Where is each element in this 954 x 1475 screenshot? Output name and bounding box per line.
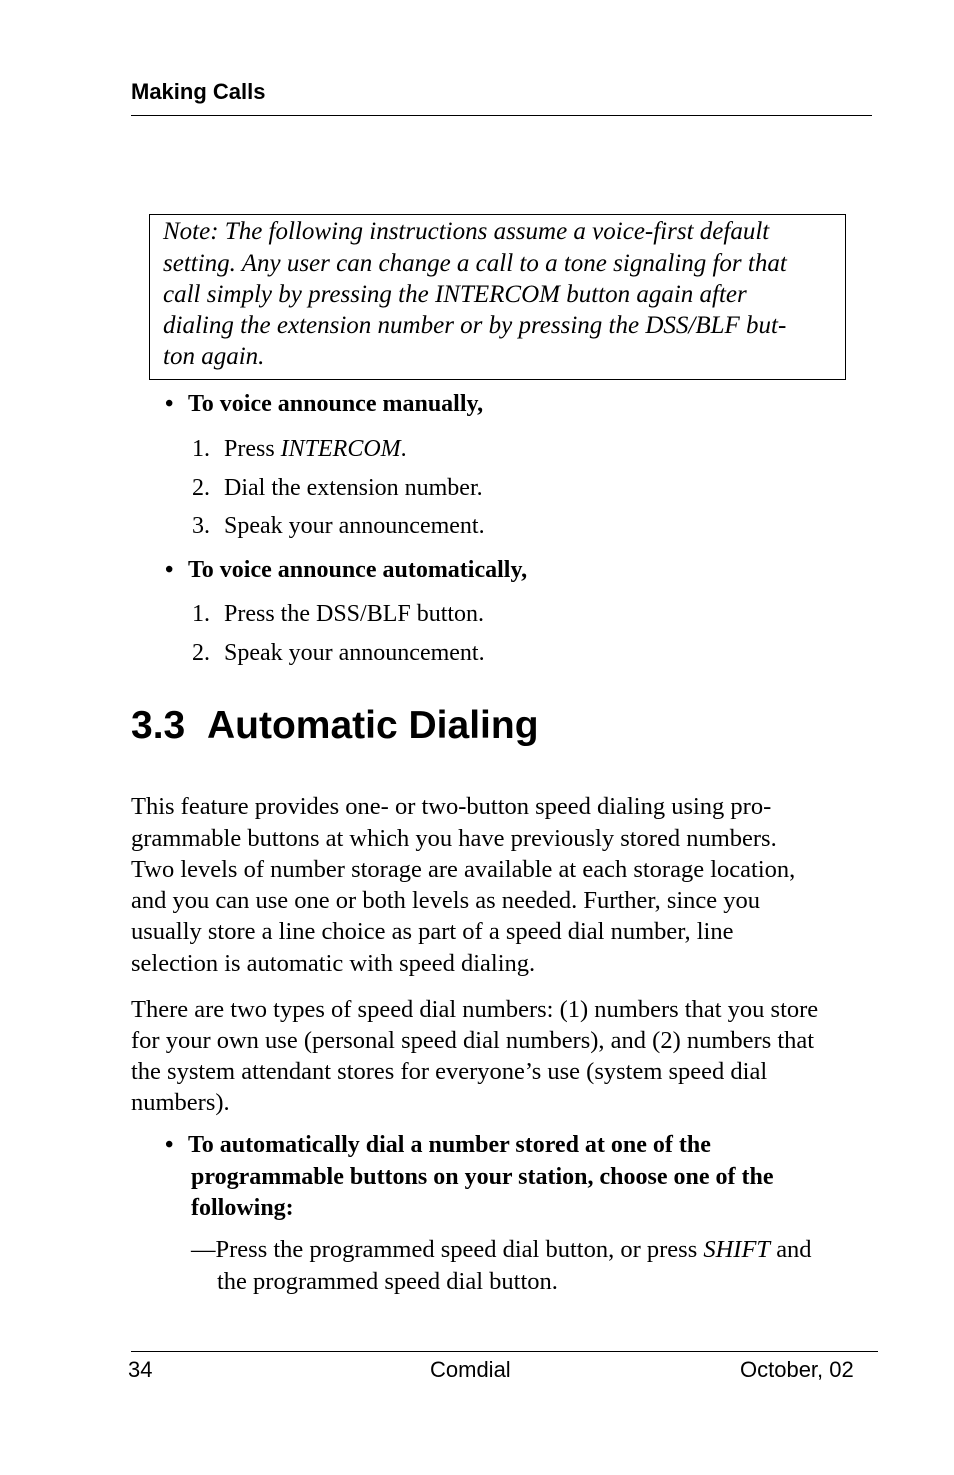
- bullet-heading-auto-dial: [165, 1132, 711, 1159]
- note-line: Note: The following instructions assume a voice-first default: [163, 218, 770, 245]
- step-number: 3.: [192, 513, 210, 539]
- note-line: ton again.: [163, 343, 265, 370]
- footer-company: Comdial: [430, 1357, 511, 1382]
- note-line: setting. Any user can change a call to a tone signaling for that: [163, 250, 787, 277]
- paragraph-line: and you can use one or both levels as needed. Further, since you: [131, 887, 761, 914]
- bullet-heading-continuation: following:: [191, 1195, 294, 1221]
- step-number: 2.: [192, 475, 210, 501]
- step-text: Speak your announcement.: [224, 640, 485, 666]
- page-number: 34: [128, 1357, 153, 1382]
- paragraph-line: the system attendant stores for everyone’s use (system speed dial: [131, 1058, 768, 1085]
- option-text: —Press the programmed speed dial button, or press: [191, 1236, 704, 1263]
- step-number: 1.: [192, 601, 210, 627]
- step-text: Press: [224, 436, 281, 462]
- step-item: [192, 640, 485, 667]
- paragraph-line: usually store a line choice as part of a speed dial number, line: [131, 918, 734, 945]
- paragraph-line: selection is automatic with speed dialing.: [131, 950, 536, 977]
- bullet-heading-manual: [165, 391, 483, 418]
- step-item: [192, 513, 485, 540]
- bullet-heading-text: To automatically dial a number stored at one of the: [188, 1132, 711, 1158]
- header-rule: [131, 115, 872, 116]
- paragraph-line: Two levels of number storage are available at each storage location,: [131, 856, 796, 883]
- paragraph-line: This feature provides one- or two-button speed dialing using pro-: [131, 793, 772, 820]
- step-text: Press the DSS/BLF button.: [224, 601, 485, 627]
- step-text: Speak your announcement.: [224, 513, 485, 539]
- bullet-heading-text: To voice announce automatically,: [188, 557, 528, 583]
- note-line: dialing the extension number or by pressing the DSS/BLF but-: [163, 312, 787, 339]
- step-item: [192, 601, 484, 628]
- bullet-icon: •: [165, 391, 174, 417]
- step-number: 1.: [192, 436, 210, 462]
- bullet-heading-automatic: [165, 557, 527, 584]
- bullet-icon: •: [165, 1132, 174, 1158]
- step-item: [192, 475, 483, 502]
- option-line-continuation: the programmed speed dial button.: [217, 1268, 558, 1295]
- bullet-heading-continuation: programmable buttons on your station, choose one of the: [191, 1164, 774, 1190]
- step-item: [192, 436, 407, 463]
- footer-rule: [131, 1351, 878, 1352]
- paragraph-line: for your own use (personal speed dial numbers), and (2) numbers that: [131, 1027, 815, 1054]
- paragraph-line: grammable buttons at which you have previously stored numbers.: [131, 825, 777, 852]
- section-number: 3.3: [131, 704, 186, 747]
- running-header: Making Calls: [131, 79, 266, 104]
- option-line: [191, 1236, 812, 1264]
- step-text-end: .: [400, 436, 407, 462]
- section-heading: [131, 704, 539, 748]
- section-title-text: Automatic Dialing: [207, 704, 539, 747]
- step-text: Dial the extension number.: [224, 475, 483, 501]
- paragraph-line: There are two types of speed dial numbers: (1) numbers that you store: [131, 996, 819, 1023]
- bullet-heading-text: To voice announce manually,: [188, 391, 484, 417]
- note-line: call simply by pressing the INTERCOM button again after: [163, 281, 747, 308]
- paragraph-line: numbers).: [131, 1089, 230, 1116]
- footer-date: October, 02: [740, 1357, 854, 1382]
- bullet-icon: •: [165, 557, 174, 583]
- option-emphasis: SHIFT: [703, 1236, 771, 1263]
- step-emphasis: INTERCOM: [280, 436, 401, 462]
- step-number: 2.: [192, 640, 210, 666]
- option-text-end: and: [770, 1236, 812, 1263]
